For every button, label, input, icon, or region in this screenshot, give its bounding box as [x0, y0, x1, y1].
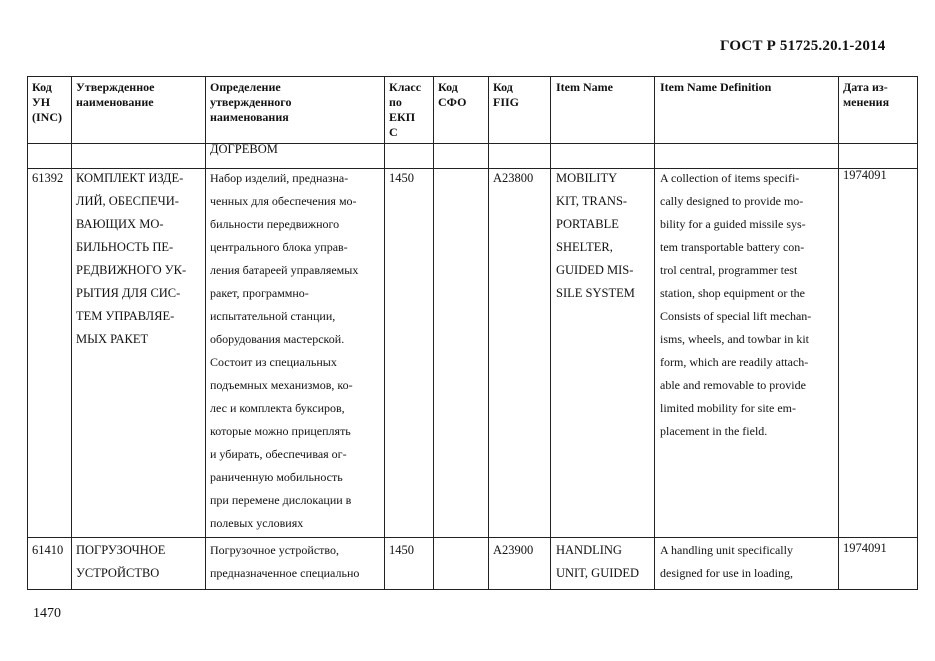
row1-name: КОМПЛЕКТ ИЗДЕ- ЛИЙ, ОБЕСПЕЧИ- ВАЮЩИХ МО- БИЛЬНОСТЬ ПЕ- РЕДВИЖНОГО УК- РЫТИЯ ДЛЯ СИС- ТЕМ УПРАВЛЯЕ- МЫХ РАКЕТ: [76, 171, 187, 346]
header-fiig: Код FIIG: [493, 80, 520, 109]
row1-item-name: MOBILITY KIT, TRANS- PORTABLE SHELTER, GUIDED MIS- SILE SYSTEM: [556, 171, 635, 300]
row1-inc: 61392: [32, 171, 64, 185]
row2-name: ПОГРУЗОЧНОЕ УСТРОЙСТВО: [76, 543, 166, 580]
header-definition: Определение утвержденного наименования: [210, 80, 292, 124]
row1-item-definition: A collection of items specifi- cally designed to provide mo- bility for a guided missile sys- tem transportable battery con- trol central, programmer test station, shop equipment or the Consists of special lift mechan- isms, wheels, and towbar in kit form, which are readily attach- able and removable to provide limited mobility for site em- placement in the field.: [660, 171, 812, 438]
header-class: Класс по ЕКП С: [389, 80, 422, 139]
header-change-date: Дата из- менения: [843, 80, 890, 109]
row2-date: 1974091: [843, 541, 887, 555]
document-code: ГОСТ Р 51725.20.1-2014: [720, 38, 886, 54]
row1-fiig: A23800: [493, 171, 534, 185]
header-inc: Код УН (INC): [32, 80, 62, 124]
row1-definition: Набор изделий, предназна- ченных для обеспечения мо- бильности передвижного центрального блока управ- ления батареей управляемых ракет, программно- испытательной станции, оборудования мастерской. Состоит из специальных подъемных механизмов, ко- лес и комплекта буксиров, которые можно прицеплять и убирать, обеспечивая ог- раниченную мобильность при перемене дислокации в полевых условиях: [210, 171, 359, 530]
row2-item-definition: A handling unit specifically designed for use in loading,: [660, 543, 793, 580]
row2-inc: 61410: [32, 543, 64, 557]
row2-definition: Погрузочное устройство, предназначенное специально: [210, 543, 360, 580]
row1-class: 1450: [389, 171, 414, 185]
row1-date: 1974091: [843, 168, 887, 182]
row2-fiig: A23900: [493, 543, 534, 557]
row2-class: 1450: [389, 543, 414, 557]
header-item-name: Item Name: [556, 80, 613, 94]
header-approved-name: Утвержденное наименование: [76, 80, 155, 109]
page-number: 1470: [33, 606, 61, 621]
row2-item-name: HANDLING UNIT, GUIDED: [556, 543, 640, 580]
header-item-definition: Item Name Definition: [660, 80, 772, 94]
continuation-definition: ДОГРЕВОМ: [210, 142, 278, 156]
header-sfo: Код СФО: [438, 80, 467, 109]
